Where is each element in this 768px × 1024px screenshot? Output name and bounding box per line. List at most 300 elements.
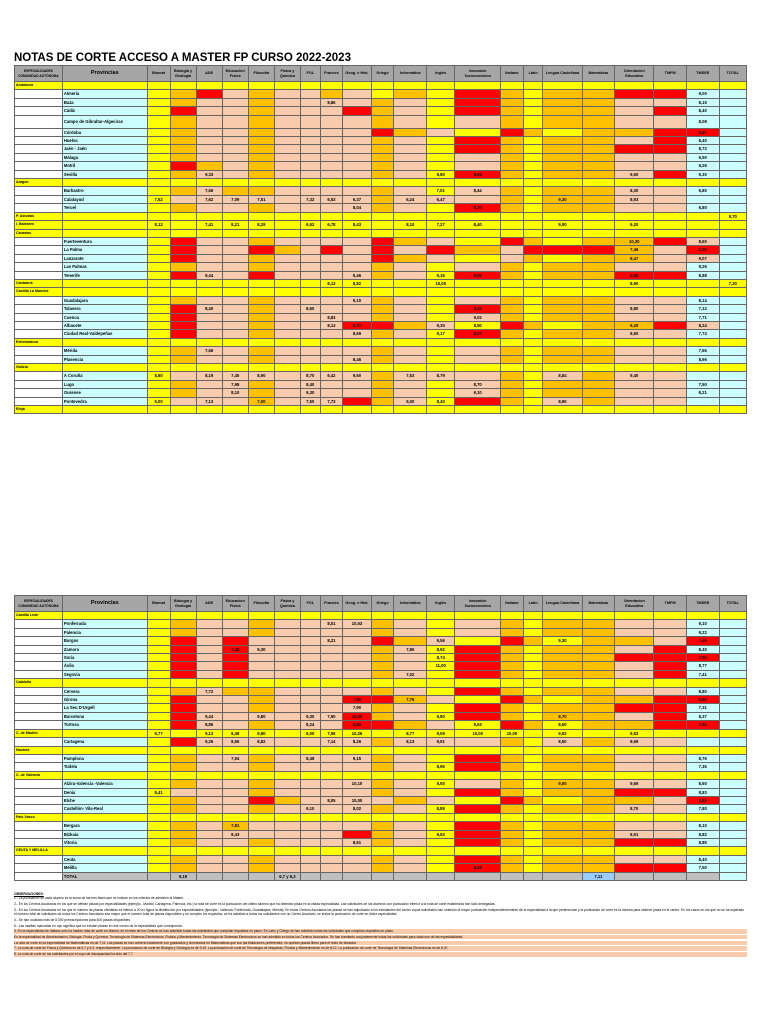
grade-cell [248,82,274,90]
column-header: Italiano [501,596,524,612]
grade-cell [427,872,455,880]
grade-cell [615,788,654,796]
grade-cell [300,153,320,161]
grade-cell [196,780,222,788]
grade-cell [501,830,524,838]
grade-cell [654,221,687,229]
total-cell [719,115,746,128]
grade-cell [371,397,394,405]
grade-cell [300,330,320,338]
grade-cell [654,288,687,296]
grade-cell [543,246,582,254]
column-header: ADE [196,66,222,82]
region-row [15,212,747,220]
grade-cell [615,128,654,136]
province-cell: Campo de Gibraltar-Algeciras [62,115,147,128]
grade-cell [654,847,687,855]
grade-cell [455,153,501,161]
total-cell: 8,72 [686,145,719,153]
grade-cell [394,864,427,872]
grade-cell [248,321,274,329]
grade-cell [455,738,501,746]
grade-cell [343,107,371,115]
grade-cell [300,628,320,636]
grade-cell [248,355,274,363]
grade-cell [196,704,222,712]
grade-cell: 8,80 [615,305,654,313]
region-row [15,847,747,855]
grade-cell [248,347,274,355]
grade-cell [300,654,320,662]
province-cell: Huelva [62,137,147,145]
grade-cell [248,162,274,170]
grade-cell: 7,85 [394,645,427,653]
grade-cell [248,780,274,788]
table-row [15,128,747,136]
grade-cell [654,389,687,397]
grade-cell: 9,44 [196,271,222,279]
region-filler [62,338,147,346]
column-header: Lengua Castellana [543,66,582,82]
grade-cell [501,288,524,296]
column-header: Provincias [62,596,147,612]
table-row [15,107,747,115]
grade-cell [300,364,320,372]
province-cell: Cervera [62,687,147,695]
grade-cell: 6,37 [343,195,371,203]
grade-cell: 9,30 [248,645,274,653]
grade-cell [427,179,455,187]
grade-cell [501,145,524,153]
grade-cell [147,696,170,704]
grade-cell [523,397,543,405]
grade-cell [427,822,455,830]
grade-cell [320,380,343,388]
province-cell: Pontevedra [62,397,147,405]
total-cell [719,864,746,872]
observation-note: 5.- Las casillas marcadas en rojo significa que no existen plazas en ese centro de la especialidad que corresponda. [14,923,183,928]
column-header: Innovación Socioeconómica [455,596,501,612]
grade-cell [582,221,615,229]
total-cell: 8,15 [686,98,719,106]
province-cell: Guadalajara [62,296,147,304]
grade-cell [274,620,300,628]
province-cell: Lanzarote [62,254,147,262]
grade-cell [343,872,371,880]
total-cell: 8,24 [686,321,719,329]
grade-cell [371,347,394,355]
grade-cell [523,763,543,771]
grade-cell [248,204,274,212]
grade-cell: 8,70 [615,805,654,813]
grade-cell [222,771,248,779]
region-filler [62,82,147,90]
grade-cell: 9,02 [455,305,501,313]
grade-cell [455,237,501,245]
table-row [15,805,747,813]
grade-cell: 8,95 [427,763,455,771]
column-header: TMFM [654,596,687,612]
grade-cell [196,115,222,128]
grade-cell [654,170,687,178]
table-row [15,137,747,145]
grade-cell [320,830,343,838]
grade-cell [343,406,371,414]
grade-cell [248,746,274,754]
grade-cell [501,237,524,245]
grade-cell [455,847,501,855]
grade-cell: 9,20 [615,321,654,329]
grade-cell [455,838,501,846]
province-cell: Soria [62,654,147,662]
grade-cell [248,628,274,636]
column-header: Innovación Socioeconómica [455,66,501,82]
grade-cell [222,696,248,704]
grade-cell [394,279,427,287]
total-cell [719,612,746,620]
grade-cell [654,137,687,145]
grade-cell: 9,20 [615,221,654,229]
grade-cell [582,662,615,670]
community-cell [15,704,63,712]
column-header: Filosofía [248,66,274,82]
grade-cell [654,153,687,161]
grade-cell [455,771,501,779]
grade-cell [455,872,501,880]
total-cell [719,872,746,880]
community-cell [15,763,63,771]
community-cell [15,864,63,872]
grade-cell [274,170,300,178]
table-row [15,696,747,704]
grade-cell [615,162,654,170]
total-cell [719,288,746,296]
grade-cell [543,137,582,145]
grade-cell [501,128,524,136]
grade-cell [615,98,654,106]
grade-cell: 8,70 [455,204,501,212]
grade-cell [170,637,196,645]
grade-cell [248,145,274,153]
grade-cell [371,712,394,720]
grade-cell [170,687,196,695]
grade-cell [222,406,248,414]
grade-cell [248,612,274,620]
grade-cell [274,305,300,313]
grade-cell [582,746,615,754]
grade-cell [343,128,371,136]
grade-cell [654,372,687,380]
grade-cell [196,628,222,636]
grade-cell [427,153,455,161]
total-cell [719,263,746,271]
grade-cell: 8,13 [320,321,343,329]
grade-cell [222,212,248,220]
grade-cell [686,338,719,346]
grade-cell: 9,46 [343,271,371,279]
grade-cell [371,687,394,695]
grade-cell [427,628,455,636]
column-header: Latín [523,596,543,612]
grade-cell [147,380,170,388]
grade-cell [170,153,196,161]
grade-cell [147,237,170,245]
region-filler [62,279,147,287]
grade-cell: 6,42 [320,372,343,380]
grade-cell [170,380,196,388]
grade-cell: 9,60 [343,372,371,380]
grade-cell: 9,10 [300,805,320,813]
grade-cell [455,246,501,254]
grade-cell [523,754,543,762]
grade-cell [455,145,501,153]
table-row [15,628,747,636]
grade-cell [274,90,300,98]
grade-cell [543,380,582,388]
total-cell [719,704,746,712]
region-filler [62,612,147,620]
grade-cell [615,712,654,720]
grade-cell [222,145,248,153]
grade-cell [455,372,501,380]
grade-cell: 8,92 [427,645,455,653]
grade-cell [300,813,320,821]
grade-cell [543,321,582,329]
grade-cell: 10,00 [343,796,371,804]
region-label: CEUTA Y MELILLA [15,847,63,855]
column-header: Provincias [62,66,147,82]
grade-cell [523,153,543,161]
grade-cell: 8,46 [343,355,371,363]
grade-cell [501,271,524,279]
grade-cell: 8,60 [147,372,170,380]
grade-cell [501,263,524,271]
grade-cell: 7,81 [222,822,248,830]
grade-cell [196,279,222,287]
grade-cell [394,229,427,237]
grade-cell [455,98,501,106]
grade-cell [170,754,196,762]
total-cell [719,628,746,636]
grade-cell [394,187,427,195]
grade-cell [394,313,427,321]
header-row [15,596,747,612]
grade-cell [320,654,343,662]
grade-cell [582,229,615,237]
grade-cell [543,296,582,304]
grade-cell: 7,73 [320,397,343,405]
region-row [15,82,747,90]
table-row [15,170,747,178]
grade-cell [582,82,615,90]
grade-cell [686,847,719,855]
column-header: Educación Física [222,66,248,82]
grade-cell: 8,40 [455,221,501,229]
grade-cell [343,263,371,271]
total-cell [719,187,746,195]
column-header: Matemáticas [582,596,615,612]
grade-cell [543,271,582,279]
total-cell [719,645,746,653]
grade-cell [501,115,524,128]
grade-cell [615,389,654,397]
grade-cell [274,645,300,653]
grade-cell [394,347,427,355]
grade-cell [196,822,222,830]
grade-cell [654,330,687,338]
grade-cell [147,721,170,729]
grade-cell [654,830,687,838]
grade-cell: 8,44 [455,187,501,195]
grade-cell [615,662,654,670]
grade-cell: 8,19 [196,372,222,380]
grade-cell [394,721,427,729]
grade-cell [343,187,371,195]
grade-cell [196,128,222,136]
grade-cell [501,754,524,762]
grade-cell [427,855,455,863]
community-cell [15,153,63,161]
grade-cell [394,82,427,90]
grade-cell [523,746,543,754]
grade-cell [615,364,654,372]
grade-cell [501,813,524,821]
grade-cell: 8,40 [427,397,455,405]
grade-cell [543,628,582,636]
grade-cell [543,279,582,287]
grade-cell [300,237,320,245]
total-cell: 9,50 [686,153,719,161]
total-cell [719,813,746,821]
table-row [15,355,747,363]
grade-cell: 9,56 [427,637,455,645]
grade-cell: 8,01 [320,620,343,628]
province-cell: Ciudad Real-Valdepeñas [62,330,147,338]
province-cell: Albacete [62,321,147,329]
grade-cell [371,364,394,372]
grade-cell: 9,00 [455,271,501,279]
grade-cell [427,128,455,136]
total-cell: 7,50 [686,380,719,388]
grade-cell [147,187,170,195]
grade-cell: 8,40 [300,380,320,388]
grade-cell: 8,82 [248,738,274,746]
grade-cell [523,305,543,313]
grade-cell [543,364,582,372]
grade-cell: 7,66 [196,187,222,195]
grade-cell [170,771,196,779]
table-row [15,397,747,405]
total-cell: 8,40 [686,107,719,115]
observation-note: La nota de corte en la especialidad de Matemáticas es de 7,11. Las plazas se han cubierto totalmente con graduados y licenciados en Matemáticas que son las titulaciones preferentes, no quedan plazas libres para el resto de titulados. [14,941,747,945]
grade-cell: 8,61 [343,838,371,846]
grade-cell [147,612,170,620]
grade-cell [300,271,320,279]
grade-cell [394,389,427,397]
total-cell: 7,12 [686,305,719,313]
total-cell [719,796,746,804]
grade-cell [582,847,615,855]
province-cell: Sevilla [62,170,147,178]
grade-cell [394,679,427,687]
total-cell: 8,37 [686,712,719,720]
grade-cell [582,355,615,363]
grade-cell [343,763,371,771]
grade-cell [274,254,300,262]
community-cell [15,796,63,804]
grade-cell [501,612,524,620]
community-cell [15,805,63,813]
province-cell: Vitoria [62,838,147,846]
grade-cell [343,246,371,254]
grade-cell [371,212,394,220]
grade-cell [371,654,394,662]
column-header: ADE [196,596,222,612]
grade-cell [501,780,524,788]
grade-cell [222,612,248,620]
grade-cell [543,145,582,153]
grade-cell [343,855,371,863]
grade-cell [582,754,615,762]
grade-cell [455,397,501,405]
community-cell [15,620,63,628]
grade-cell: 7,14 [320,738,343,746]
grade-cell [170,372,196,380]
grade-cell [320,246,343,254]
column-header: Orientación Educativa [615,66,654,82]
grade-cell [371,90,394,98]
total-cell [719,347,746,355]
grade-cell [394,115,427,128]
total-cell [719,313,746,321]
grade-cell: 8,90 [615,279,654,287]
grade-cell [343,687,371,695]
grade-cell: 7,01 [427,187,455,195]
grade-cell [300,279,320,287]
grade-cell [501,712,524,720]
grade-cell [523,254,543,262]
total-cell [686,372,719,380]
grade-cell [501,162,524,170]
grade-cell [543,254,582,262]
community-cell [15,137,63,145]
total-cell: 9,26 [686,263,719,271]
grade-cell [147,822,170,830]
grade-cell [582,805,615,813]
grade-cell [320,696,343,704]
grade-cell [654,612,687,620]
province-cell: Pamplona [62,754,147,762]
grade-cell [686,82,719,90]
grade-cell [455,296,501,304]
grade-cell [523,204,543,212]
table-row [15,271,747,279]
grade-cell [222,115,248,128]
community-cell [15,788,63,796]
grade-cell: 8,77 [147,729,170,737]
grade-cell [300,179,320,187]
community-cell [15,645,63,653]
grade-cell [427,288,455,296]
community-cell [15,254,63,262]
total-cell: 8,40 [686,137,719,145]
grade-cell: 7,62 [196,195,222,203]
grade-cell [582,246,615,254]
region-label: C. de Valencia [15,771,63,779]
total-cell: 7,71 [686,313,719,321]
grade-cell [343,380,371,388]
total-cell [719,406,746,414]
